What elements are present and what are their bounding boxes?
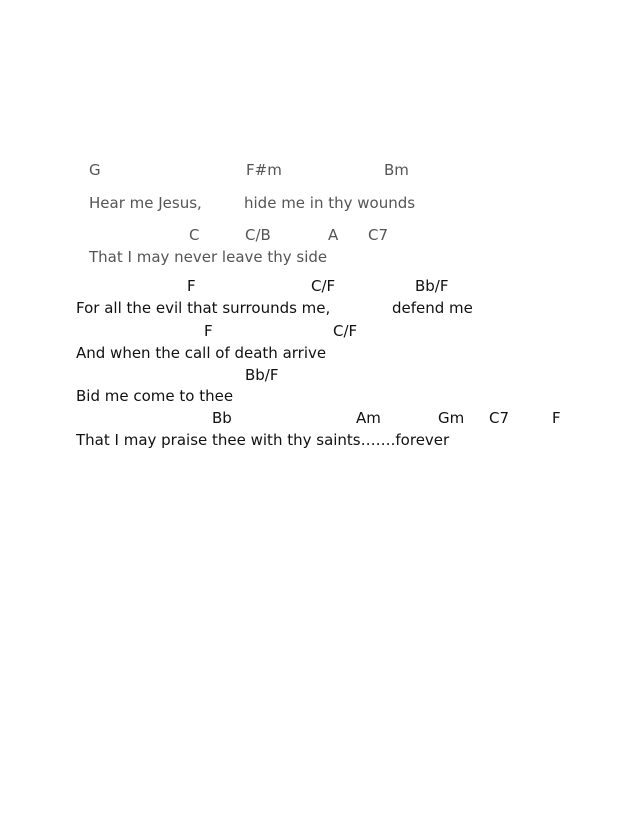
chord: C7	[368, 226, 389, 244]
lyric-line: Hear me Jesus,	[89, 194, 202, 212]
chord: A	[328, 226, 339, 244]
chord: C/F	[311, 277, 336, 295]
lyric-line: And when the call of death arrive	[76, 344, 327, 362]
lyric-line: That I may praise thee with thy saints…….forever	[76, 431, 450, 449]
chord: Bb/F	[415, 277, 449, 295]
chord: C	[189, 226, 200, 244]
chord: G	[89, 161, 101, 179]
lyric-line: That I may never leave thy side	[89, 248, 328, 266]
lyric-line: For all the evil that surrounds me,	[76, 299, 331, 317]
chord: Am	[356, 409, 381, 427]
lyric-line: hide me in thy wounds	[244, 194, 416, 212]
chord: F#m	[246, 161, 282, 179]
chord: C/B	[245, 226, 271, 244]
chord: C/F	[333, 322, 358, 340]
chord: Bb/F	[245, 366, 279, 384]
chord: Bm	[384, 161, 409, 179]
chord: F	[204, 322, 213, 340]
chord: F	[187, 277, 196, 295]
lyric-line: defend me	[392, 299, 473, 317]
lyric-line: Bid me come to thee	[76, 387, 234, 405]
chord: Bb	[212, 409, 232, 427]
chord: Gm	[438, 409, 465, 427]
chord: C7	[489, 409, 510, 427]
chord: F	[552, 409, 561, 427]
